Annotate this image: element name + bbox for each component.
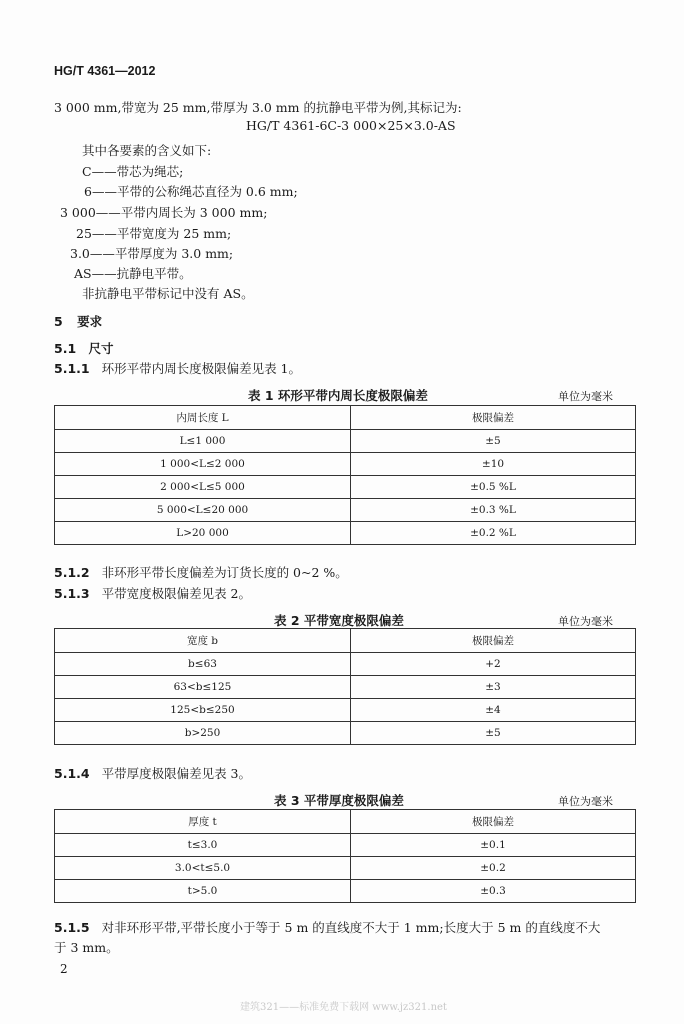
table-cell: 2 000<L≤5 000: [55, 476, 351, 499]
table-header-cell: 极限偏差: [351, 406, 636, 430]
table-2-unit: 单位为毫米: [558, 615, 613, 628]
clause-number: 5.1.3: [54, 586, 90, 601]
clause-number: 5.1.4: [54, 766, 90, 781]
table-cell: ±5: [351, 722, 636, 745]
table-cell: ±10: [351, 453, 636, 476]
clause-5-1-1: [54, 359, 301, 377]
table-cell: 3.0<t≤5.0: [55, 857, 351, 880]
clause-text: 平带宽度极限偏差见表 2。: [101, 586, 252, 601]
clause-number: 5.1.1: [54, 361, 90, 376]
table-row: [55, 476, 636, 499]
table-cell: 125<b≤250: [55, 699, 351, 722]
clause-text: 对非环形平带,平带长度小于等于 5 m 的直线度不大于 1 mm;长度大于 5 m 的直线度不大: [101, 920, 601, 935]
section-number: 5.1: [54, 341, 77, 356]
table-row: [55, 430, 636, 453]
meaning-item: 3.0——平带厚度为 3.0 mm;: [70, 246, 234, 261]
clause-text-continued: 于 3 mm。: [54, 940, 119, 955]
table-cell: ±5: [351, 430, 636, 453]
section-number: 5: [54, 314, 63, 329]
table-cell: ±0.1: [351, 834, 636, 857]
table-header-row: [55, 406, 636, 430]
note-text: 非抗静电平带标记中没有 AS。: [82, 286, 254, 301]
section-5-1-heading: [54, 339, 114, 357]
table-2-title: 表 2 平带宽度极限偏差: [274, 613, 404, 628]
table-1: [54, 405, 636, 545]
table-cell: ±0.2 %L: [351, 522, 636, 545]
clause-text: 平带厚度极限偏差见表 3。: [101, 766, 252, 781]
section-title: 尺寸: [88, 341, 114, 356]
table-cell: ±0.2: [351, 857, 636, 880]
table-row: [55, 522, 636, 545]
table-cell: L>20 000: [55, 522, 351, 545]
table-header-cell: 内周长度 L: [55, 406, 351, 430]
meaning-item: 6——平带的公称绳芯直径为 0.6 mm;: [84, 184, 298, 199]
table-cell: L≤1 000: [55, 430, 351, 453]
meaning-item: C——带芯为绳芯;: [82, 164, 184, 179]
clause-number: 5.1.2: [54, 565, 90, 580]
table-2: [54, 628, 636, 745]
table-cell: t>5.0: [55, 880, 351, 903]
table-header-cell: 宽度 b: [55, 629, 351, 653]
meaning-item: 25——平带宽度为 25 mm;: [76, 226, 232, 241]
table-header-cell: 厚度 t: [55, 810, 351, 834]
table-cell: t≤3.0: [55, 834, 351, 857]
table-row: [55, 722, 636, 745]
table-header-cell: 极限偏差: [351, 629, 636, 653]
table-cell: ±0.5 %L: [351, 476, 636, 499]
section-5-heading: [54, 312, 102, 330]
table-header-row: [55, 629, 636, 653]
footer-watermark: 建筑321——标准免费下载网 www.jz321.net: [240, 1002, 447, 1013]
document-header: HG/T 4361—2012: [54, 64, 156, 78]
clause-5-1-4: [54, 764, 251, 782]
clause-5-1-3: [54, 584, 251, 602]
table-cell: +2: [351, 653, 636, 676]
table-cell: 63<b≤125: [55, 676, 351, 699]
clause-5-1-2: [54, 563, 348, 581]
table-row: [55, 499, 636, 522]
clause-text: 环形平带内周长度极限偏差见表 1。: [101, 361, 302, 376]
table-cell: ±3: [351, 676, 636, 699]
table-3-title: 表 3 平带厚度极限偏差: [274, 793, 404, 808]
clause-number: 5.1.5: [54, 920, 90, 935]
table-row: [55, 653, 636, 676]
table-3: [54, 809, 636, 903]
table-cell: 5 000<L≤20 000: [55, 499, 351, 522]
table-cell: ±0.3: [351, 880, 636, 903]
table-row: [55, 676, 636, 699]
table-1-unit: 单位为毫米: [558, 390, 613, 403]
page-number: 2: [60, 962, 68, 976]
table-cell: ±0.3 %L: [351, 499, 636, 522]
table-1-title: 表 1 环形平带内周长度极限偏差: [248, 388, 428, 403]
section-title: 要求: [77, 314, 103, 329]
table-3-unit: 单位为毫米: [558, 795, 613, 808]
table-cell: ±4: [351, 699, 636, 722]
table-cell: b≤63: [55, 653, 351, 676]
meaning-item: 3 000——平带内周长为 3 000 mm;: [60, 205, 268, 220]
table-row: [55, 834, 636, 857]
table-header-row: [55, 810, 636, 834]
table-row: [55, 699, 636, 722]
intro-line: 3 000 mm,带宽为 25 mm,带厚为 3.0 mm 的抗静电平带为例,其标记为:: [54, 100, 462, 115]
marking-example: HG/T 4361-6C-3 000×25×3.0-AS: [246, 118, 456, 133]
table-row: [55, 857, 636, 880]
meaning-title: 其中各要素的含义如下:: [82, 143, 212, 158]
table-row: [55, 453, 636, 476]
meaning-item: AS——抗静电平带。: [74, 266, 192, 281]
table-cell: 1 000<L≤2 000: [55, 453, 351, 476]
clause-text: 非环形平带长度偏差为订货长度的 0~2 %。: [101, 565, 348, 580]
table-row: [55, 880, 636, 903]
table-cell: b>250: [55, 722, 351, 745]
table-header-cell: 极限偏差: [351, 810, 636, 834]
clause-5-1-5: [54, 918, 600, 936]
